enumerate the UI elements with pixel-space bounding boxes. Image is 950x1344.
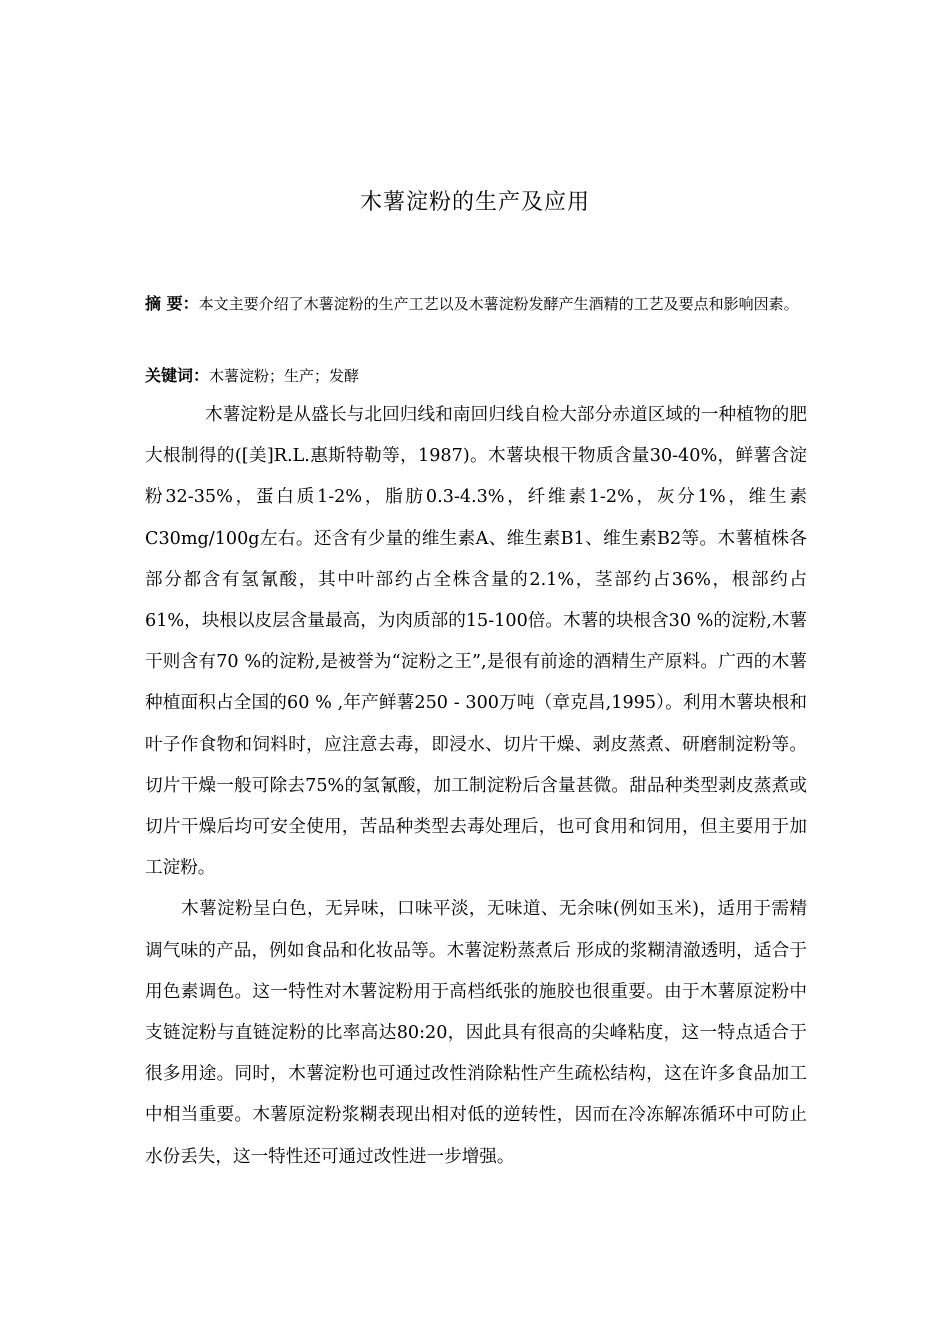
- keywords: [145, 362, 807, 390]
- paragraph: 木薯淀粉呈白色，无异味，口味平淡，无味道、无余味(例如玉米)，适用于需精调气味的产品，例如食品和化妆品等。木薯淀粉蒸煮后 形成的浆糊清澈透明，适合于用色素调色。这一特性对木薯淀粉用于高档纸张的施胶也很重要。由于木薯原淀粉中支链淀粉与直链淀粉的比率高达80:20，因此具有很高的尖峰粘度，这一特点适合于很多用途。同时，木薯淀粉也可通过改性消除粘性产生疏松结构，这在许多食品加工中相当重要。木薯原淀粉浆糊表现出相对低的逆转性，因而在冷冻解冻循环中可防止水份丢失，这一特性还可通过改性进一步增强。: [145, 899, 807, 1167]
- abstract: [145, 288, 807, 320]
- abstract-label: 摘 要：: [145, 294, 199, 313]
- keywords-label: 关键词：: [145, 366, 210, 385]
- document-title: 木薯淀粉的生产及应用: [359, 190, 590, 215]
- keywords-text: 木薯淀粉；生产；发酵: [209, 367, 360, 385]
- body-text: [145, 395, 807, 1178]
- abstract-text: 本文主要介绍了木薯淀粉的生产工艺以及木薯淀粉发酵产生酒精的工艺及要点和影响因素。: [198, 295, 799, 313]
- paragraph: 木薯淀粉是从盛长与北回归线和南回归线自检大部分赤道区域的一种植物的肥大根制得的([美]R.L.惠斯特勒等，1987)。木薯块根干物质含量30-40%，鲜薯含淀粉32-35%，蛋白质1-2%，脂肪0.3-4.3%，纤维素1-2%，灰分1%，维生素C30mg/100g左右。还含有少量的维生素A、维生素B1、维生素B2等。木薯植株各部分都含有氢氰酸，其中叶部约占全株含量的2.1%，茎部约占36%，根部约占61%，块根以皮层含量最高，为肉质部的15-100倍。木薯的块根含30 %的淀粉,木薯干则含有70 %的淀粉,是被誉为“淀粉之王”,是很有前途的酒精生产原料。广西的木薯种植面积占全国的60 % ,年产鲜薯250 - 300万吨（章克昌,1995）。利用木薯块根和叶子作食物和饲料时，应注意去毒，即浸水、切片干燥、剥皮蒸煮、研磨制淀粉等。切片干燥一般可除去75%的氢氰酸，加工制淀粉后含量甚微。甜品种类型剥皮蒸煮或切片干燥后均可安全使用，苦品种类型去毒处理后，也可食用和饲用，但主要用于加工淀粉。: [145, 405, 807, 879]
